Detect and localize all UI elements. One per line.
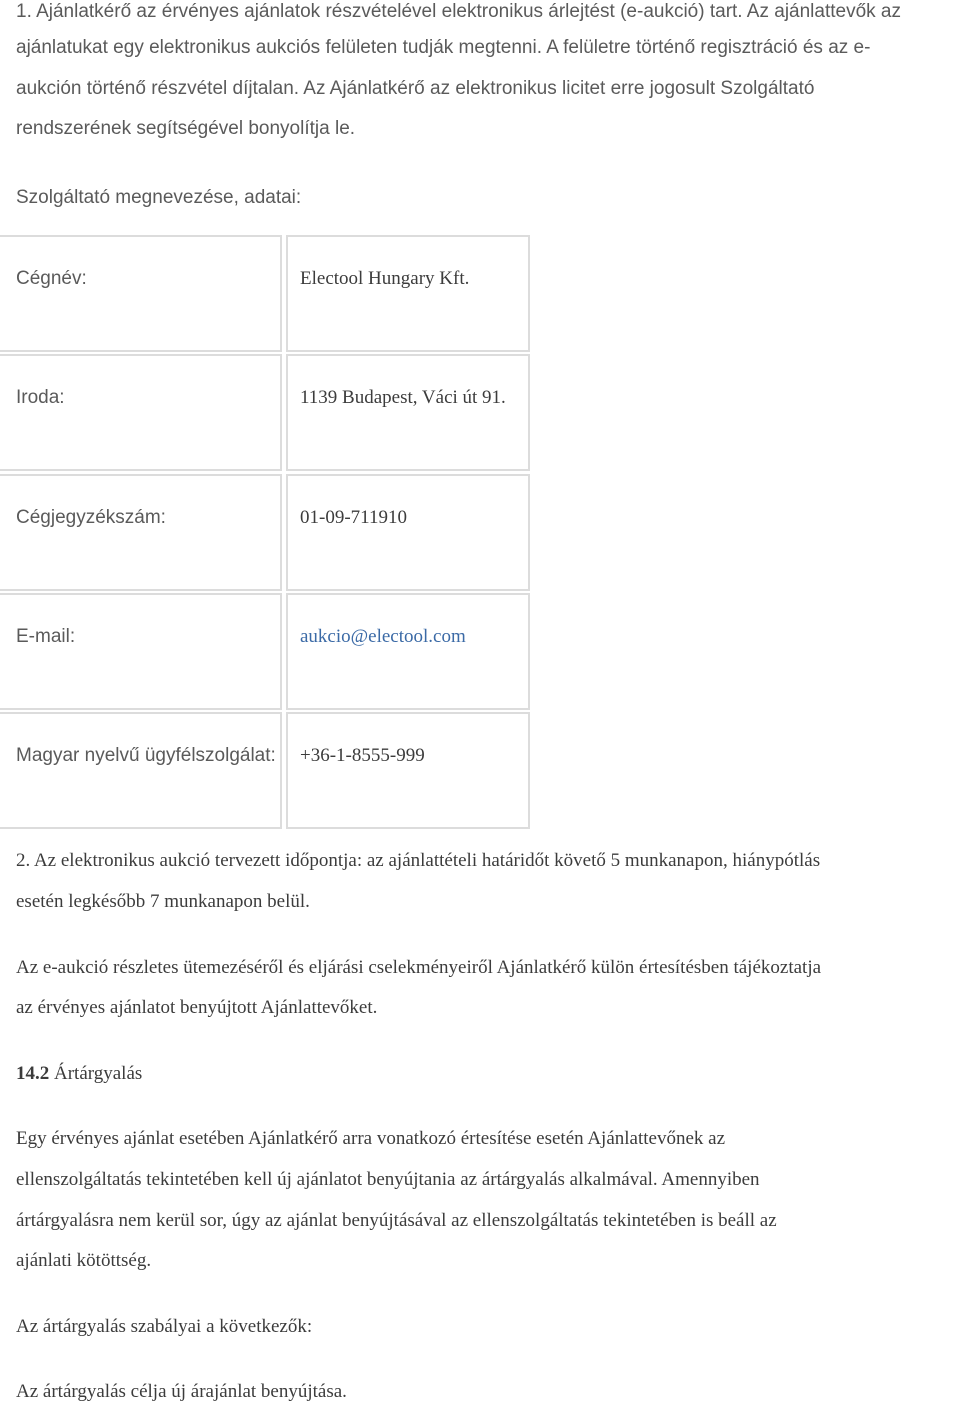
section-heading-14-2 (16, 1062, 142, 1086)
table-cell (286, 712, 530, 829)
goal-line: Az ártárgyalás célja új árajánlat benyújtása. (16, 1381, 347, 1402)
table-cell (286, 474, 530, 591)
schedule-line-2: az érvényes ajánlatot benyújtott Ajánlattevőket. (16, 997, 378, 1018)
negotiation-line-1: Egy érvényes ajánlat esetében Ajánlatkérő arra vonatkozó értesítése esetén Ajánlattevőnek az (16, 1128, 726, 1149)
schedule-line-1: Az e-aukció részletes ütemezéséről és eljárási cselekményeiről Ajánlatkérő külön értesítésben tájékoztatja (16, 957, 822, 978)
table-row (0, 593, 282, 710)
negotiation-line-4: ajánlati kötöttség. (16, 1250, 152, 1271)
hotline-label: Magyar nyelvű ügyfélszolgálat: (16, 745, 276, 766)
table-row (0, 354, 282, 471)
negotiation-line-3: ártárgyalásra nem kerül sor, úgy az ajánlat benyújtásával az ellenszolgáltatás tekintetében is beáll az (16, 1210, 777, 1231)
table-row (0, 235, 282, 352)
table-row (0, 474, 282, 591)
table-cell (286, 354, 530, 471)
table-row (0, 712, 282, 829)
intro-line-1: 1. Ajánlatkérő az érvényes ajánlatok részvételével elektronikus árlejtést (e-aukció) tart. Az ajánlattevők az (16, 1, 902, 22)
company-name-value: Electool Hungary Kft. (300, 268, 470, 289)
table-cell (286, 235, 530, 352)
table-cell (286, 593, 530, 710)
section-title: Ártárgyalás (49, 1063, 143, 1084)
intro-line-4: rendszerének segítségével bonyolítja le. (16, 118, 356, 139)
section2-line-1: 2. Az elektronikus aukció tervezett időpontja: az ajánlattételi határidőt követő 5 munkanapon, hiánypótlás (16, 850, 821, 871)
company-name-label: Cégnév: (16, 268, 87, 289)
email-link[interactable]: aukcio@electool.com (300, 626, 466, 647)
hotline-value: +36-1-8555-999 (300, 745, 425, 766)
section-number: 14.2 (16, 1063, 50, 1084)
office-value: 1139 Budapest, Váci út 91. (300, 387, 506, 408)
email-label: E-mail: (16, 626, 76, 647)
section2-line-2: esetén legkésőbb 7 munkanapon belül. (16, 891, 310, 912)
registry-number-label: Cégjegyzékszám: (16, 507, 166, 528)
intro-line-3: aukción történő részvétel díjtalan. Az Ajánlatkérő az elektronikus licitet erre jogosult Szolgáltató (16, 78, 815, 99)
provider-heading: Szolgáltató megnevezése, adatai: (16, 187, 302, 208)
office-label: Iroda: (16, 387, 65, 408)
intro-line-2: ajánlatukat egy elektronikus aukciós felületen tudják megtenni. A felületre történő regisztráció és az e- (16, 37, 871, 58)
rules-heading: Az ártárgyalás szabályai a következők: (16, 1316, 313, 1337)
registry-number-value: 01-09-711910 (300, 507, 407, 528)
negotiation-line-2: ellenszolgáltatás tekintetében kell új ajánlatot benyújtania az ártárgyalás alkalmával. Amennyiben (16, 1169, 760, 1190)
